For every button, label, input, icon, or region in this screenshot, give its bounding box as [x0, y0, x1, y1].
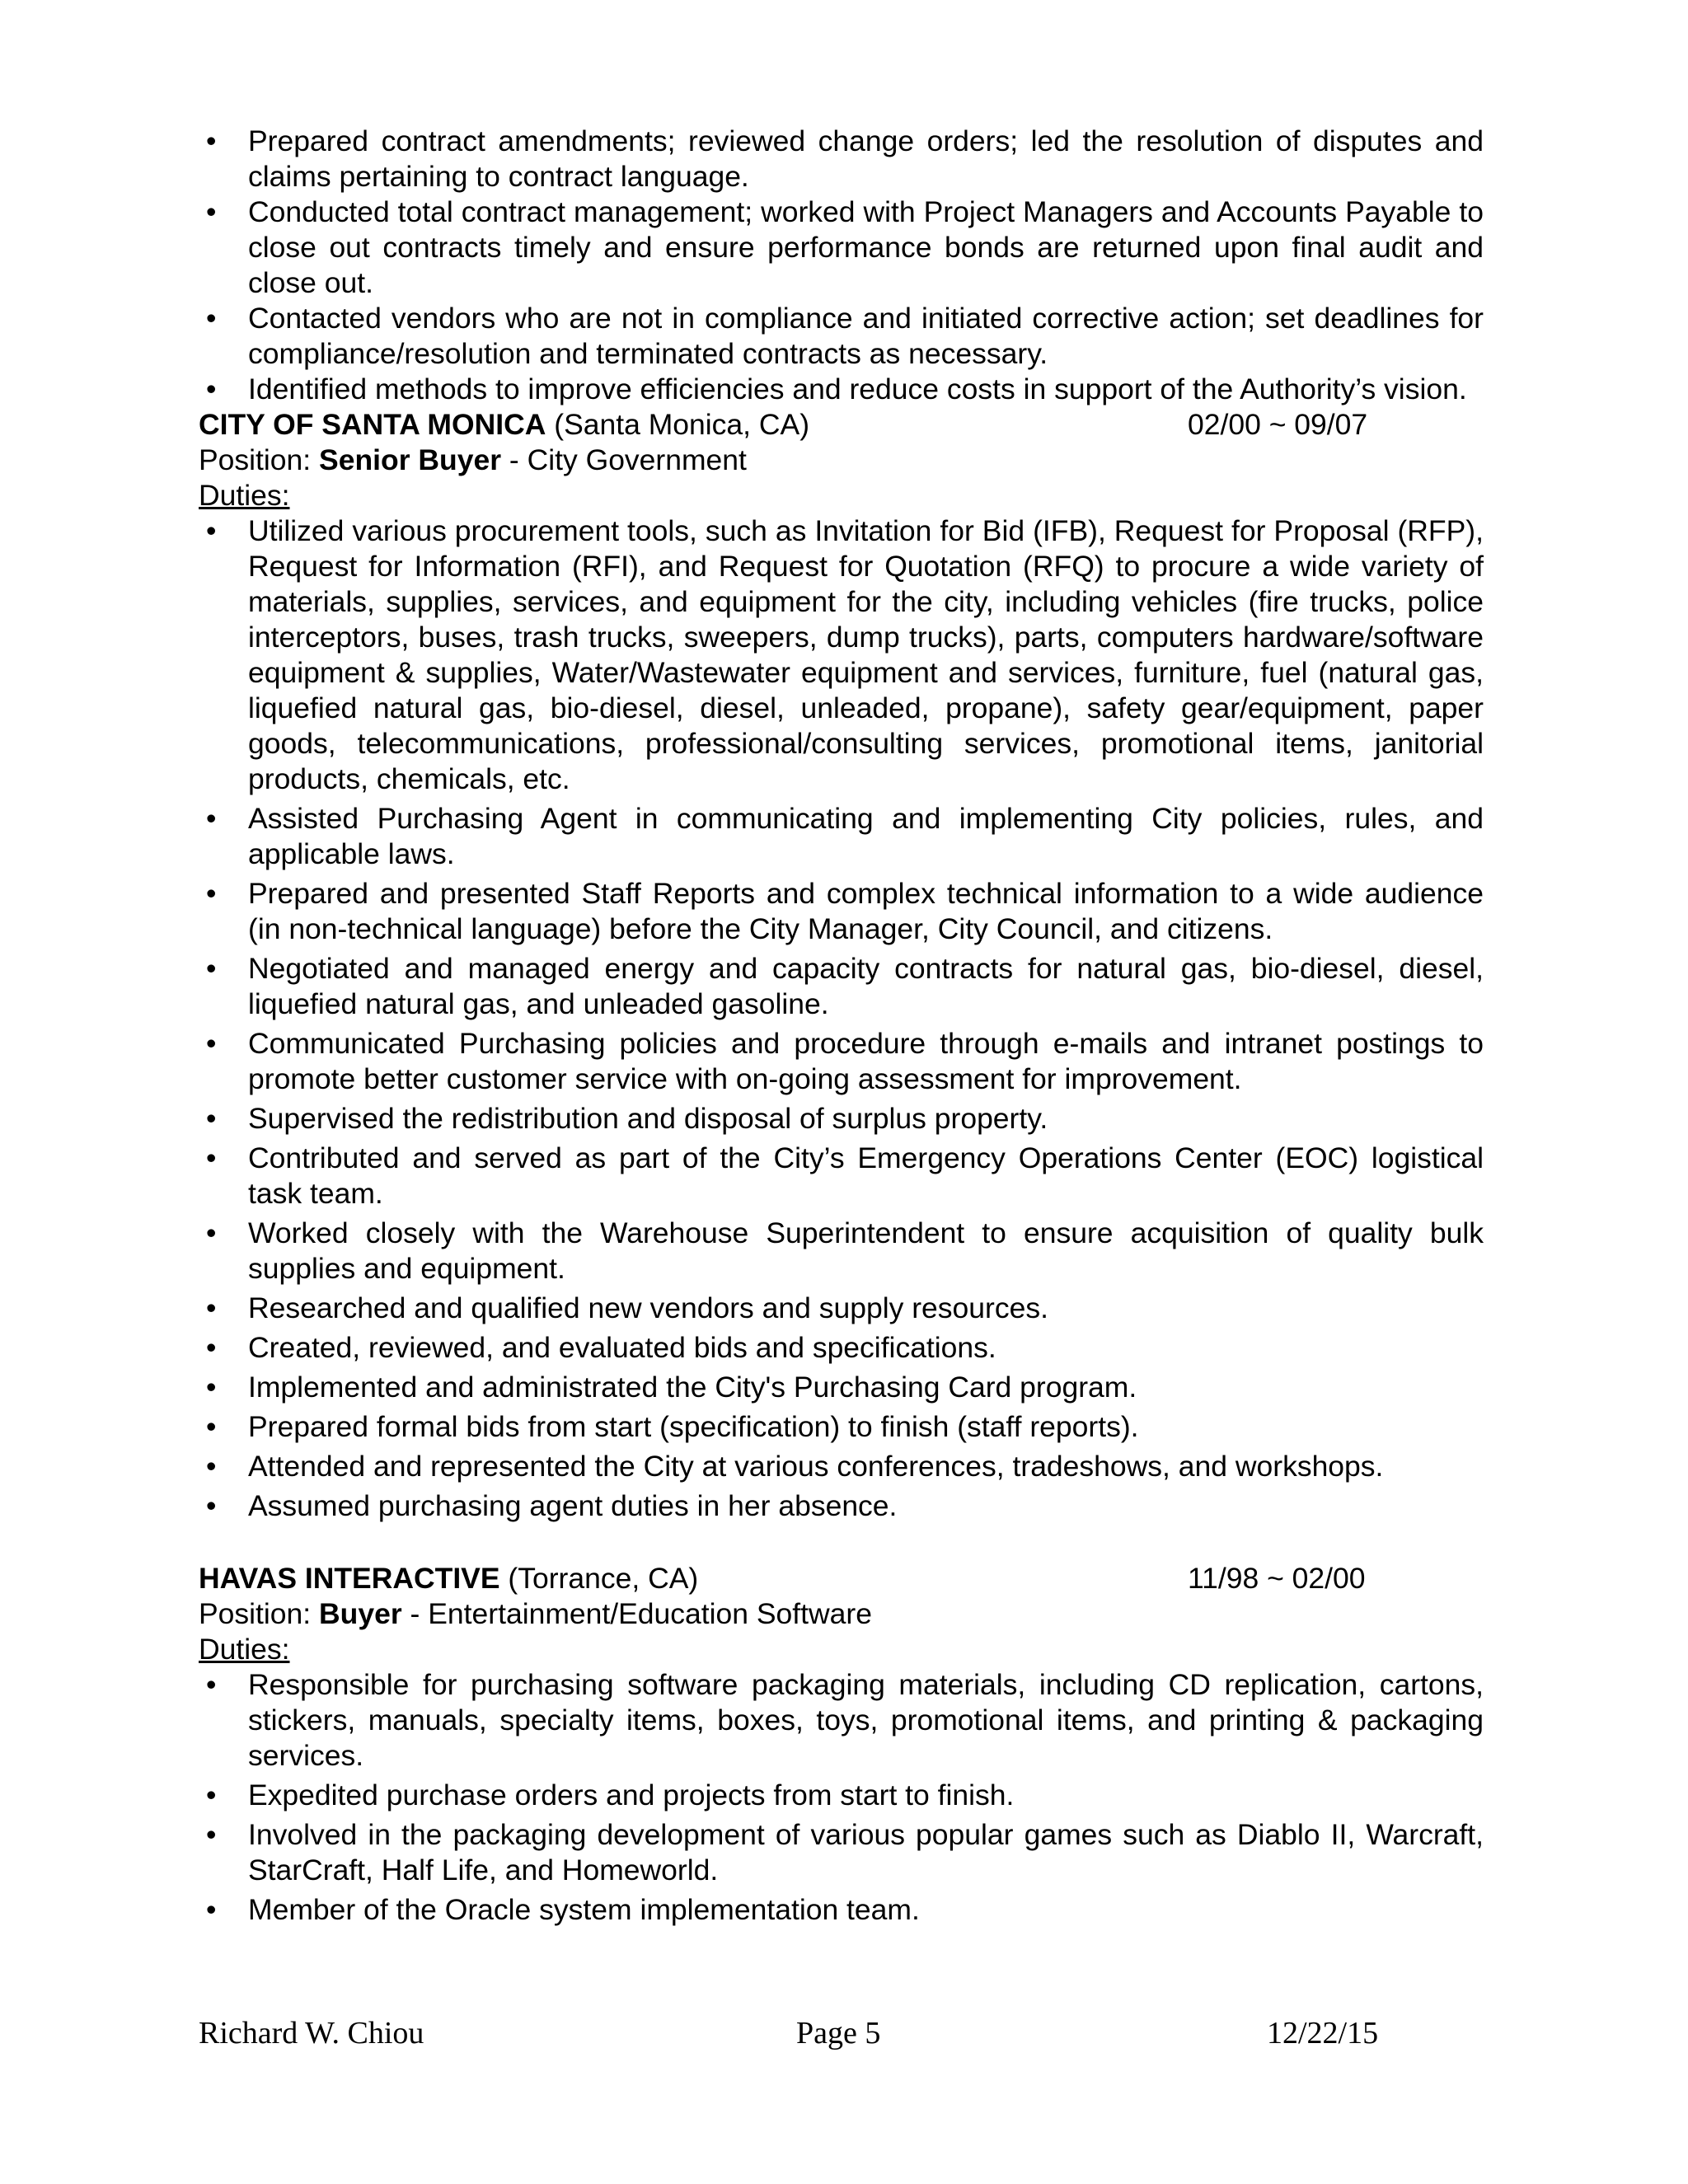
list-item: • Implemented and administrated the City's Purchasing Card program. — [206, 1371, 1137, 1404]
position-line — [199, 1596, 1484, 1632]
bullet-icon: • — [206, 877, 217, 910]
page-footer — [199, 2013, 1386, 2054]
bullet-icon: • — [206, 1027, 217, 1060]
list-item: • Communicated Purchasing policies and procedure through e-mails and intranet postings to promote better customer service with on-going assessment for improvement. — [206, 1027, 1484, 1095]
list-item: • Identified methods to improve efficiencies and reduce costs in support of the Authority’s vision. — [206, 373, 1467, 405]
list-item: • Contacted vendors who are not in compliance and initiated corrective action; set deadlines for compliance/resolution and terminated contracts as necessary. — [206, 302, 1484, 370]
havas-duties-list — [199, 1667, 1484, 1928]
section-spacer — [199, 1524, 1484, 1561]
employer-heading-santa-monica — [199, 407, 1484, 443]
list-item: • Member of the Oracle system implementation team. — [206, 1893, 920, 1926]
position-title: Senior Buyer — [319, 443, 502, 476]
duties-label: Duties: — [199, 1633, 290, 1666]
list-item: • Supervised the redistribution and disposal of surplus property. — [206, 1102, 1048, 1135]
bullet-icon: • — [206, 1410, 217, 1443]
employer-heading-havas — [199, 1561, 1484, 1596]
bullet-icon: • — [206, 373, 217, 405]
footer-date: 12/22/15 — [1267, 2016, 1379, 2050]
previous-job-duties-list — [199, 124, 1484, 407]
list-item: • Expedited purchase orders and projects from start to finish. — [206, 1779, 1015, 1811]
bullet-icon: • — [206, 1450, 217, 1483]
bullet-icon: • — [206, 1893, 217, 1926]
footer-author-name: Richard W. Chiou — [199, 2016, 424, 2050]
list-item: • Created, reviewed, and evaluated bids and specifications. — [206, 1331, 996, 1364]
position-label: Position: — [199, 443, 312, 476]
position-sector: - City Government — [509, 443, 747, 476]
list-item: • Assisted Purchasing Agent in communicating and implementing City policies, rules, and applicable laws. — [206, 802, 1484, 870]
employment-dates: 02/00 ~ 09/07 — [1188, 408, 1368, 441]
bullet-icon: • — [206, 1141, 217, 1174]
bullet-icon: • — [206, 802, 217, 835]
bullet-icon: • — [206, 1489, 217, 1522]
list-item: • Prepared and presented Staff Reports and complex technical information to a wide audience (in non-technical language) before the City Manager, City Council, and citizens. — [206, 877, 1484, 945]
position-label: Position: — [199, 1597, 312, 1630]
duties-heading — [199, 478, 1484, 513]
list-item: • Involved in the packaging development of various popular games such as Diablo II, Warcraft, StarCraft, Half Life, and Homeworld. — [206, 1818, 1484, 1886]
footer-page-number: Page 5 — [796, 2016, 881, 2050]
bullet-icon: • — [206, 1102, 217, 1135]
employer-location: (Santa Monica, CA) — [554, 408, 810, 441]
list-item: • Attended and represented the City at various conferences, tradeshows, and workshops. — [206, 1450, 1384, 1483]
bullet-icon: • — [206, 1331, 217, 1364]
list-item: • Assumed purchasing agent duties in her absence. — [206, 1489, 898, 1522]
resume-content — [199, 124, 1484, 1928]
bullet-icon: • — [206, 1668, 217, 1701]
bullet-icon: • — [206, 124, 217, 157]
employer-location: (Torrance, CA) — [508, 1562, 699, 1595]
position-title: Buyer — [319, 1597, 402, 1630]
employer-name: CITY OF SANTA MONICA — [199, 408, 546, 441]
bullet-icon: • — [206, 952, 217, 985]
bullet-icon: • — [206, 1216, 217, 1249]
position-sector: - Entertainment/Education Software — [410, 1597, 872, 1630]
employer-name: HAVAS INTERACTIVE — [199, 1562, 500, 1595]
list-item: • Prepared contract amendments; reviewed change orders; led the resolution of disputes and claims pertaining to contract language. — [206, 124, 1484, 193]
position-line — [199, 443, 1484, 478]
list-item: • Worked closely with the Warehouse Superintendent to ensure acquisition of quality bulk supplies and equipment. — [206, 1216, 1484, 1285]
bullet-icon: • — [206, 1779, 217, 1811]
bullet-icon: • — [206, 1291, 217, 1324]
duties-heading — [199, 1632, 1484, 1667]
duties-label: Duties: — [199, 479, 290, 512]
bullet-icon: • — [206, 514, 217, 547]
list-item: • Responsible for purchasing software packaging materials, including CD replication, cartons, stickers, manuals, specialty items, boxes, toys, promotional items, and printing & packaging services. — [206, 1668, 1484, 1772]
employment-dates: 11/98 ~ 02/00 — [1188, 1562, 1366, 1595]
list-item: • Conducted total contract management; worked with Project Managers and Accounts Payable to close out contracts timely and ensure performance bonds are returned upon final audit and close out. — [206, 195, 1484, 299]
bullet-icon: • — [206, 195, 217, 228]
santa-monica-duties-list — [199, 513, 1484, 1524]
bullet-icon: • — [206, 1371, 217, 1404]
bullet-icon: • — [206, 302, 217, 335]
list-item: • Prepared formal bids from start (specification) to finish (staff reports). — [206, 1410, 1139, 1443]
list-item: • Contributed and served as part of the City’s Emergency Operations Center (EOC) logistical task team. — [206, 1141, 1484, 1210]
list-item: • Researched and qualified new vendors and supply resources. — [206, 1291, 1048, 1324]
list-item: • Negotiated and managed energy and capacity contracts for natural gas, bio-diesel, diesel, liquefied natural gas, and unleaded gasoline. — [206, 952, 1484, 1020]
list-item: • Utilized various procurement tools, such as Invitation for Bid (IFB), Request for Proposal (RFP), Request for Information (RFI), and Request for Quotation (RFQ) to procure a wide variety of materials, supplies, services, and equipment for the city, including vehicles (fire trucks, police interceptors, buses, trash trucks, sweepers, dump trucks), parts, computers hardware/software equipment & supplies, Water/Wastewater equipment and services, furniture, fuel (natural gas, liquefied natural gas, bio-diesel, diesel, unleaded, propane), safety gear/equipment, paper goods, telecommunications, professional/consulting services, promotional items, janitorial products, chemicals, etc. — [206, 514, 1484, 795]
bullet-icon: • — [206, 1818, 217, 1851]
